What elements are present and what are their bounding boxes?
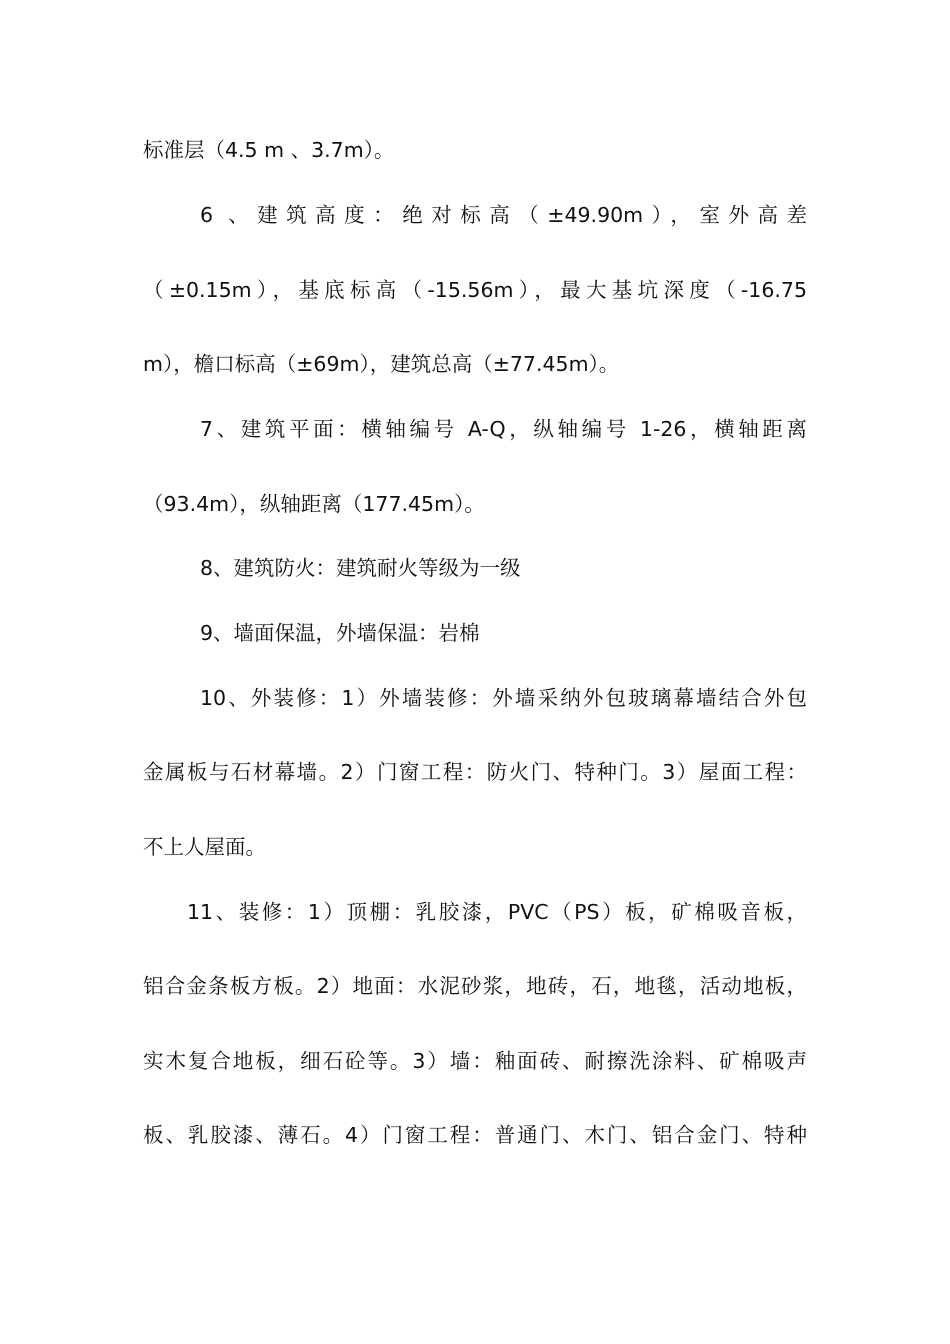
text-line: 6 、建筑高度：绝对标高（±49.90m），室外高差 [200,203,807,227]
text-line: 8、建筑防火：建筑耐火等级为一级 [200,556,521,580]
text-line: 实木复合地板，细石砼等。3）墙：釉面砖、耐擦洗涂料、矿棉吸声 [143,1049,807,1073]
text-line: 10、外装修：1）外墙装修：外墙采纳外包玻璃幕墙结合外包 [200,686,807,710]
text-line: 金属板与石材幕墙。2）门窗工程：防火门、特种门。3）屋面工程： [143,760,807,784]
text-line: 标准层（4.5 m 、3.7m）。 [143,138,395,162]
text-line: 7、建筑平面：横轴编号 A-Q，纵轴编号 1-26，横轴距离 [200,417,807,441]
text-line: 11、装修：1）顶棚：乳胶漆，PVC（PS）板，矿棉吸音板， [187,900,807,924]
text-line: 铝合金条板方板。2）地面：水泥砂浆，地砖，石，地毯，活动地板， [143,974,807,998]
text-line: m），檐口标高（±69m），建筑总高（±77.45m）。 [143,352,620,376]
text-line: （±0.15m），基底标高（-15.56m），最大基坑深度（-16.75 [143,278,807,302]
text-line: 不上人屋面。 [143,835,266,859]
text-line: （93.4m），纵轴距离（177.45m）。 [143,492,485,516]
text-line: 9、墙面保温，外墙保温：岩棉 [200,621,480,645]
text-line: 板、乳胶漆、薄石。4）门窗工程：普通门、木门、铝合金门、特种 [143,1123,807,1147]
